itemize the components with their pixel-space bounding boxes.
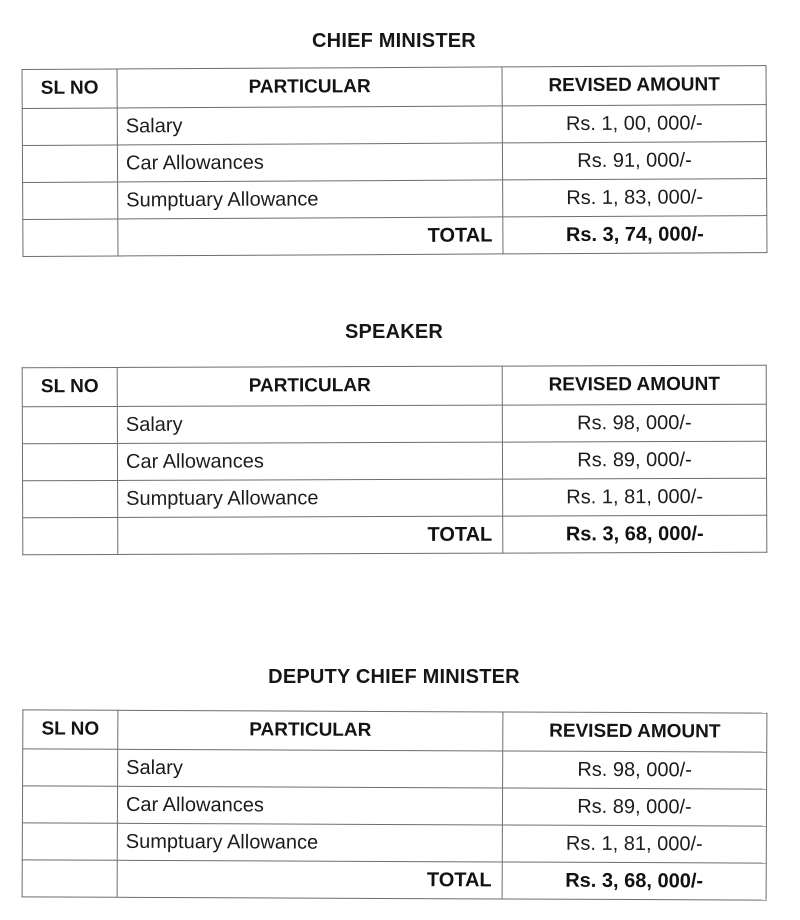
cell-particular: Salary xyxy=(118,749,503,788)
cell-amount: Rs. 98, 000/- xyxy=(502,404,766,442)
total-row xyxy=(22,860,766,900)
total-label-cell: TOTAL xyxy=(118,516,503,554)
cell-amount: Rs. 1, 83, 000/- xyxy=(503,179,767,217)
cell-amount: Rs. 91, 000/- xyxy=(502,142,766,180)
total-label-cell: TOTAL xyxy=(118,217,503,256)
table-row xyxy=(23,478,767,518)
cell-sl-no xyxy=(22,145,117,182)
scanned-document-page xyxy=(22,30,766,899)
deputy-chief-minister-section xyxy=(22,666,766,899)
col-header-revised-amount: REVISED AMOUNT xyxy=(502,66,766,106)
table-row xyxy=(23,179,767,220)
col-header-revised-amount: REVISED AMOUNT xyxy=(503,712,767,752)
cell-amount: Rs. 89, 000/- xyxy=(502,441,766,479)
table-row xyxy=(22,105,766,146)
table-title-speaker: SPEAKER xyxy=(344,321,444,343)
table-title-deputy-chief-minister: DEPUTY CHIEF MINISTER xyxy=(268,666,520,688)
col-header-sl-no: SL NO xyxy=(22,69,117,108)
col-header-particular: PARTICULAR xyxy=(117,67,502,108)
total-label-cell: TOTAL xyxy=(117,860,502,899)
cell-amount: Rs. 89, 000/- xyxy=(502,788,766,826)
cell-sl-no xyxy=(23,480,118,517)
table-row xyxy=(22,823,766,863)
cell-amount: Rs. 1, 81, 000/- xyxy=(502,825,766,863)
col-header-particular: PARTICULAR xyxy=(117,366,502,406)
cell-particular: Salary xyxy=(117,405,502,443)
cell-particular: Sumptuary Allowance xyxy=(117,823,502,862)
table-row xyxy=(22,142,766,183)
chief-minister-section xyxy=(22,30,766,255)
cell-particular: Car Allowances xyxy=(117,442,502,480)
col-header-sl-no: SL NO xyxy=(23,710,118,749)
total-amount-cell: Rs. 3, 74, 000/- xyxy=(503,216,767,254)
cell-sl-no xyxy=(23,517,118,554)
cell-particular: Sumptuary Allowance xyxy=(118,479,503,517)
deputy-chief-minister-salary-table xyxy=(22,709,768,900)
col-header-revised-amount: REVISED AMOUNT xyxy=(502,365,766,405)
table-row xyxy=(22,441,766,481)
cell-sl-no xyxy=(22,108,117,145)
cell-particular: Car Allowances xyxy=(117,786,502,825)
header-row xyxy=(22,365,766,407)
cell-sl-no xyxy=(23,749,118,786)
table-row xyxy=(23,749,767,789)
cell-sl-no xyxy=(22,786,117,823)
table-row xyxy=(22,786,766,826)
cell-sl-no xyxy=(23,219,118,256)
cell-particular: Sumptuary Allowance xyxy=(118,180,503,219)
chief-minister-salary-table xyxy=(22,65,768,257)
cell-sl-no xyxy=(22,443,117,480)
total-row xyxy=(23,515,767,555)
col-header-sl-no: SL NO xyxy=(22,367,117,406)
cell-sl-no xyxy=(23,182,118,219)
total-amount-cell: Rs. 3, 68, 000/- xyxy=(502,862,766,900)
cell-sl-no xyxy=(22,406,117,443)
table-title-chief-minister: CHIEF MINISTER xyxy=(312,30,476,52)
cell-particular: Car Allowances xyxy=(117,143,502,182)
col-header-particular: PARTICULAR xyxy=(118,710,503,751)
cell-sl-no xyxy=(22,860,117,897)
speaker-section xyxy=(22,321,766,554)
header-row xyxy=(23,710,767,752)
total-row xyxy=(23,216,767,257)
total-amount-cell: Rs. 3, 68, 000/- xyxy=(503,515,767,553)
cell-sl-no xyxy=(22,823,117,860)
header-row xyxy=(22,66,766,109)
cell-amount: Rs. 1, 00, 000/- xyxy=(502,105,766,143)
cell-particular: Salary xyxy=(117,106,502,145)
cell-amount: Rs. 1, 81, 000/- xyxy=(503,478,767,516)
speaker-salary-table xyxy=(22,365,768,556)
cell-amount: Rs. 98, 000/- xyxy=(503,751,767,789)
table-row xyxy=(22,404,766,444)
